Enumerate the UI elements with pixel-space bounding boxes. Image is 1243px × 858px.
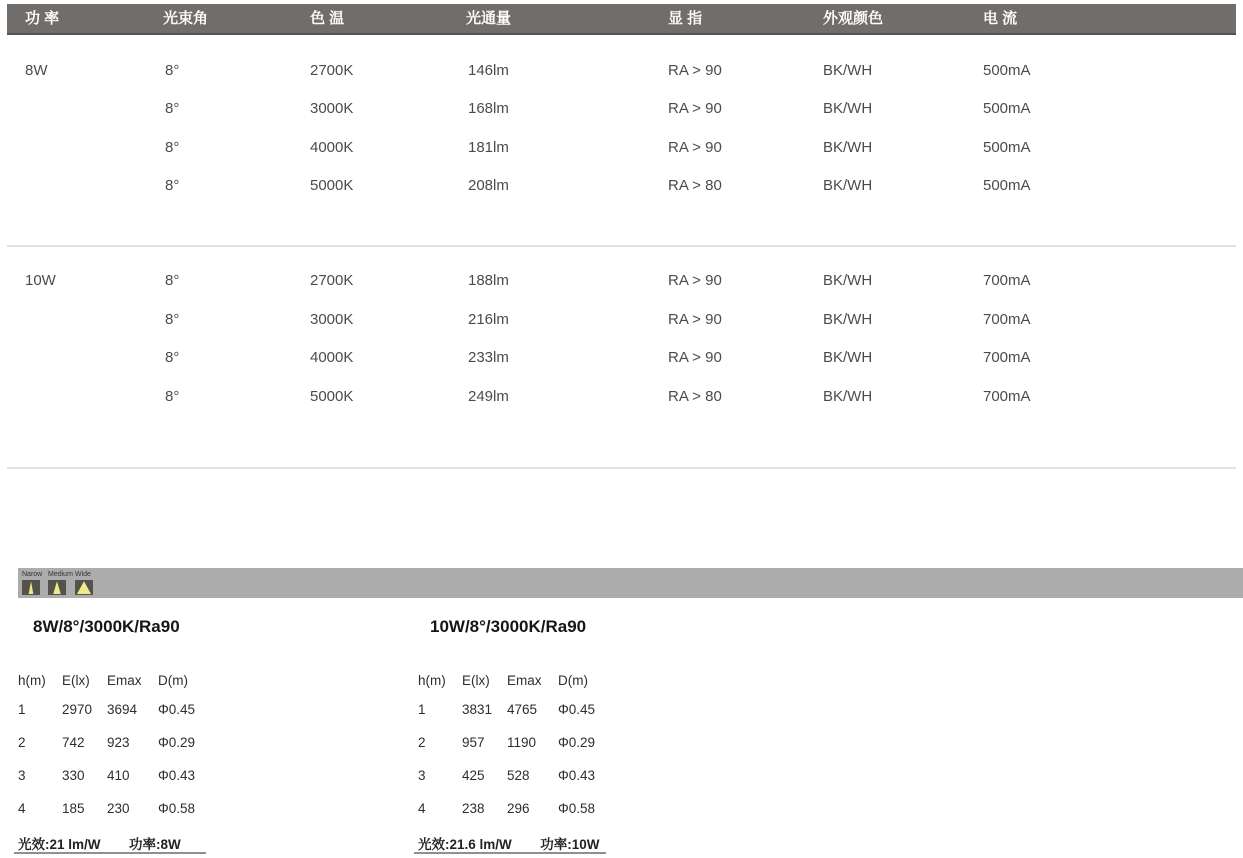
- spec-cell-flux: 146lm: [468, 62, 509, 79]
- beam-item-narrow: [22, 570, 48, 595]
- power-value: 功率:10W: [540, 837, 600, 852]
- photometric-cell: Φ0.29: [558, 735, 596, 750]
- spec-cell-color: BK/WH: [823, 62, 873, 79]
- spec-cell-color: BK/WH: [823, 388, 873, 405]
- photometric-table-8w: [18, 615, 248, 858]
- spec-cell-beam-angle: 8°: [165, 311, 180, 328]
- photometric-cell: Φ0.58: [158, 801, 196, 816]
- spec-cell-beam-angle: 8°: [165, 388, 180, 405]
- spec-cell-cri: RA > 90: [668, 272, 722, 289]
- beam-type-bar: [18, 568, 1243, 598]
- photometric-cell: Φ0.45: [558, 702, 596, 717]
- photometric-cell: 4765: [507, 702, 538, 717]
- footer-underline: [414, 852, 606, 854]
- spec-cell-beam-angle: 8°: [165, 349, 180, 366]
- spec-cell-current: 500mA: [983, 62, 1031, 79]
- column-header-emax: Emax: [107, 673, 142, 688]
- column-header-flux: 光通量: [466, 10, 512, 27]
- photometric-cell: 1: [418, 702, 426, 717]
- column-header-d: D(m): [158, 673, 188, 688]
- photometric-cell: 2970: [62, 702, 93, 717]
- spec-cell-cct: 2700K: [310, 62, 354, 79]
- spec-cell-current: 700mA: [983, 311, 1031, 328]
- column-header-color: 外观颜色: [823, 10, 884, 27]
- spec-cell-flux: 233lm: [468, 349, 509, 366]
- photometric-header-row: [418, 673, 648, 689]
- spec-cell-cct: 3000K: [310, 311, 354, 328]
- spec-cell-beam-angle: 8°: [165, 100, 180, 117]
- spec-cell-flux: 216lm: [468, 311, 509, 328]
- spec-cell-cct: 5000K: [310, 388, 354, 405]
- spec-cell-power: 8W: [25, 62, 48, 79]
- table-end-divider: [7, 467, 1236, 469]
- footer-underline: [14, 852, 206, 854]
- spec-cell-beam-angle: 8°: [165, 177, 180, 194]
- photometric-cell: 1190: [507, 735, 537, 750]
- photometric-cell: 3: [418, 768, 426, 783]
- photometric-title: 8W/8°/3000K/Ra90: [33, 617, 180, 636]
- photometric-cell: 296: [507, 801, 530, 816]
- spec-cell-beam-angle: 8°: [165, 62, 180, 79]
- photometric-header-row: [18, 673, 248, 689]
- photometric-cell: Φ0.43: [558, 768, 596, 783]
- photometric-footer: [18, 833, 181, 854]
- column-header-current: 电 流: [983, 10, 1018, 27]
- photometric-cell: Φ0.29: [158, 735, 196, 750]
- spec-cell-cct: 3000K: [310, 100, 354, 117]
- efficacy-value: 光效:21.6 lm/W: [418, 837, 512, 852]
- medium-beam-icon: [48, 580, 66, 595]
- group-divider: [7, 245, 1236, 247]
- spec-cell-current: 700mA: [983, 272, 1031, 289]
- spec-cell-cri: RA > 90: [668, 100, 722, 117]
- spec-cell-beam-angle: 8°: [165, 139, 180, 156]
- spec-cell-color: BK/WH: [823, 272, 873, 289]
- column-header-cri: 显 指: [668, 10, 703, 27]
- photometric-body: [18, 702, 248, 832]
- photometric-cell: 528: [507, 768, 530, 783]
- spec-cell-cri: RA > 90: [668, 311, 722, 328]
- spec-cell-current: 500mA: [983, 100, 1031, 117]
- spec-cell-color: BK/WH: [823, 349, 873, 366]
- spec-cell-current: 700mA: [983, 349, 1031, 366]
- column-header-emax: Emax: [507, 673, 542, 688]
- spec-cell-current: 700mA: [983, 388, 1031, 405]
- column-header-e: E(lx): [462, 673, 490, 688]
- spec-cell-flux: 208lm: [468, 177, 509, 194]
- photometric-cell: 2: [418, 735, 426, 750]
- photometric-cell: Φ0.43: [158, 768, 196, 783]
- narrow-beam-icon: [22, 580, 40, 595]
- photometric-cell: 3: [18, 768, 26, 783]
- spec-cell-color: BK/WH: [823, 177, 873, 194]
- photometric-cell: Φ0.45: [158, 702, 196, 717]
- photometric-cell: 4: [418, 801, 426, 816]
- spec-cell-cri: RA > 80: [668, 177, 722, 194]
- photometric-cell: 957: [462, 735, 485, 750]
- spec-table-header-bar: [7, 4, 1236, 35]
- wide-beam-icon: [75, 580, 93, 595]
- spec-cell-cct: 4000K: [310, 349, 354, 366]
- photometric-body: [418, 702, 648, 832]
- wide-beam-cone: [75, 581, 93, 594]
- photometric-cell: 1: [18, 702, 26, 717]
- spec-cell-cct: 4000K: [310, 139, 354, 156]
- spec-cell-power: 10W: [25, 272, 56, 289]
- photometric-cell: 410: [107, 768, 130, 783]
- photometric-cell: Φ0.58: [558, 801, 596, 816]
- photometric-cell: 330: [62, 768, 85, 783]
- photometric-cell: 3694: [107, 702, 138, 717]
- spec-cell-current: 500mA: [983, 139, 1031, 156]
- photometric-cell: 230: [107, 801, 130, 816]
- photometric-table-10w: [418, 615, 648, 858]
- beam-item-wide: [75, 570, 101, 595]
- column-header-power: 功 率: [25, 10, 60, 27]
- column-header-beam-angle: 光束角: [163, 10, 209, 27]
- column-header-h: h(m): [418, 673, 446, 688]
- photometric-cell: 742: [62, 735, 85, 750]
- spec-cell-flux: 249lm: [468, 388, 509, 405]
- medium-beam-cone: [48, 581, 66, 594]
- photometric-title: 10W/8°/3000K/Ra90: [430, 617, 587, 636]
- spec-cell-flux: 188lm: [468, 272, 509, 289]
- power-value: 功率:8W: [128, 837, 181, 852]
- beam-label-wide: Wide: [75, 571, 91, 578]
- spec-cell-cri: RA > 90: [668, 349, 722, 366]
- efficacy-value: 光效:21 lm/W: [18, 837, 101, 852]
- photometric-cell: 3831: [462, 702, 493, 717]
- photometric-cell: 238: [462, 801, 485, 816]
- spec-cell-cct: 2700K: [310, 272, 354, 289]
- beam-label-medium: Medium: [48, 571, 73, 578]
- spec-cell-cri: RA > 80: [668, 388, 722, 405]
- spec-cell-color: BK/WH: [823, 311, 873, 328]
- photometric-cell: 2: [18, 735, 26, 750]
- spec-cell-cri: RA > 90: [668, 139, 722, 156]
- photometric-cell: 425: [462, 768, 485, 783]
- spec-cell-color: BK/WH: [823, 100, 873, 117]
- spec-cell-beam-angle: 8°: [165, 272, 180, 289]
- photometric-cell: 4: [18, 801, 26, 816]
- column-header-d: D(m): [558, 673, 588, 688]
- photometric-cell: 185: [62, 801, 85, 816]
- spec-cell-flux: 181lm: [468, 139, 509, 156]
- spec-cell-cri: RA > 90: [668, 62, 722, 79]
- spec-cell-color: BK/WH: [823, 139, 873, 156]
- column-header-h: h(m): [18, 673, 46, 688]
- photometric-cell: 923: [107, 735, 130, 750]
- spec-cell-flux: 168lm: [468, 100, 509, 117]
- column-header-cct: 色 温: [310, 10, 345, 27]
- column-header-e: E(lx): [62, 673, 90, 688]
- beam-label-narrow: Narow: [22, 571, 43, 578]
- photometric-footer: [418, 833, 600, 854]
- beam-item-medium: [48, 570, 74, 595]
- spec-cell-cct: 5000K: [310, 177, 354, 194]
- narrow-beam-cone: [22, 581, 40, 594]
- spec-cell-current: 500mA: [983, 177, 1031, 194]
